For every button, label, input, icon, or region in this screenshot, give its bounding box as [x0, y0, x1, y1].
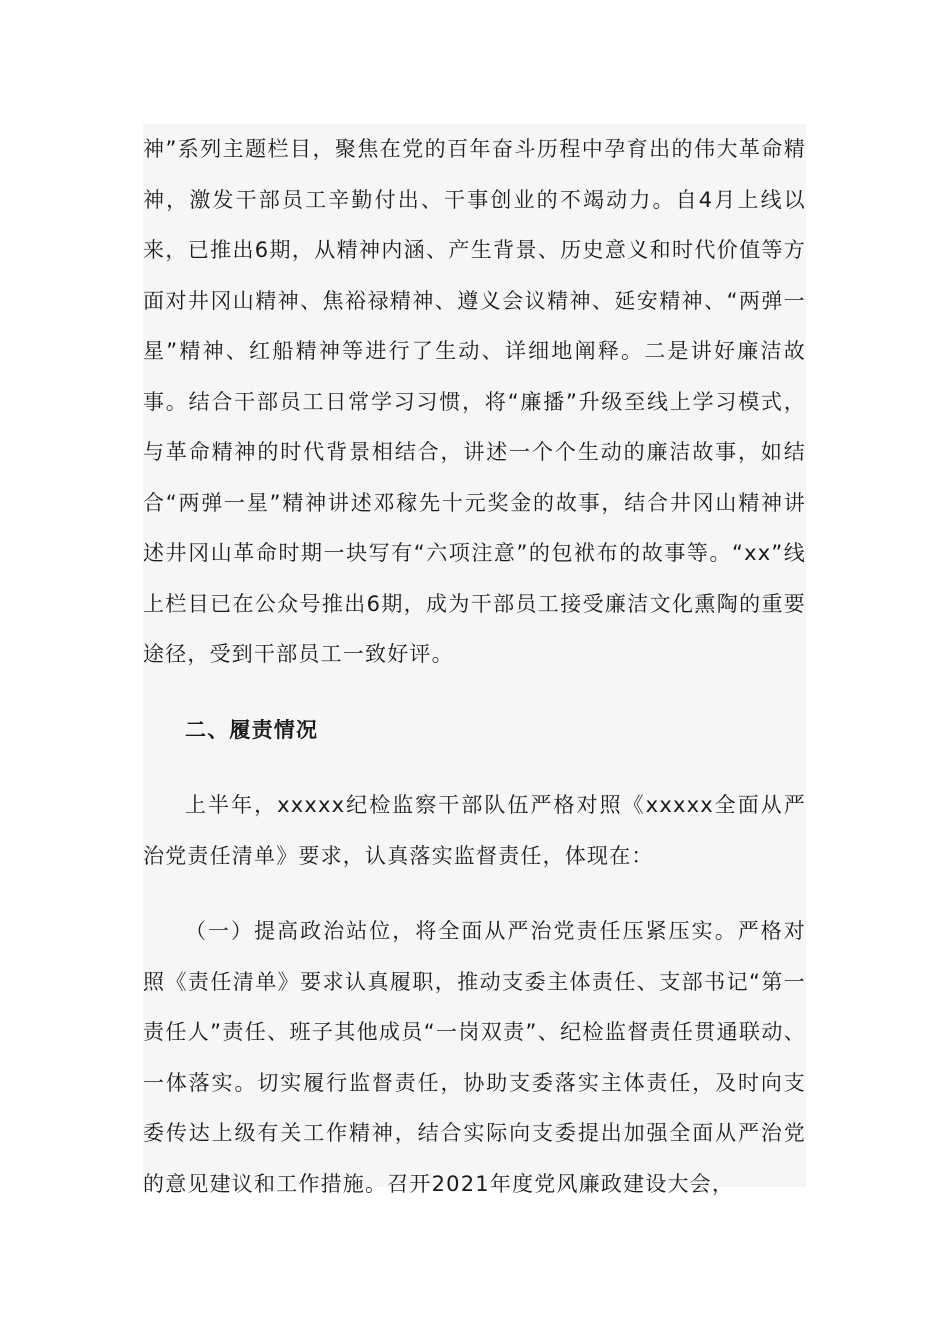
paragraph-continuation: 神”系列主题栏目，聚焦在党的百年奋斗历程中孕育出的伟大革命精神，激发干部员工辛勤付出、干事创业的不竭动力。自4月上线以来，已推出6期，从精神内涵、产生背景、历史意义和时代价值等方面对井冈山精神、焦裕禄精神、遵义会议精神、延安精神、“两弹一星”精神、红船精神等进行了生动、详细地阐释。二是讲好廉洁故事。结合干部员工日常学习习惯，将“廉播”升级至线上学习模式，与革命精神的时代背景相结合，讲述一个个生动的廉洁故事，如结合“两弹一星”精神讲述邓稼先十元奖金的故事，结合井冈山精神讲述井冈山革命时期一块写有“六项注意”的包袱布的故事等。“xx”线上栏目已在公众号推出6期，成为干部员工接受廉洁文化熏陶的重要途径，受到干部员工一致好评。 — [143, 137, 806, 666]
document-body — [143, 124, 806, 1209]
paragraph-political-stance: （一）提高政治站位，将全面从严治党责任压紧压实。严格对照《责任清单》要求认真履职，推动支委主体责任、支部书记“第一责任人”责任、班子其他成员“一岗双责”、纪检监督责任贯通联动、一体落实。切实履行监督责任，协助支委落实主体责任，及时向支委传达上级有关工作精神，结合实际向支委提出加强全面从严治党的意见建议和工作措施。召开2021年度党风廉政建设大会， — [143, 919, 806, 1196]
section-heading: 二、履责情况 — [185, 717, 319, 742]
paragraph-duty-intro: 上半年，xxxxx纪检监察干部队伍严格对照《xxxxx全面从严治党责任清单》要求，认真落实监督责任，体现在： — [143, 793, 806, 868]
paragraph-gap — [143, 680, 806, 705]
paragraph-gap — [143, 755, 806, 780]
paragraph-gap — [143, 881, 806, 906]
